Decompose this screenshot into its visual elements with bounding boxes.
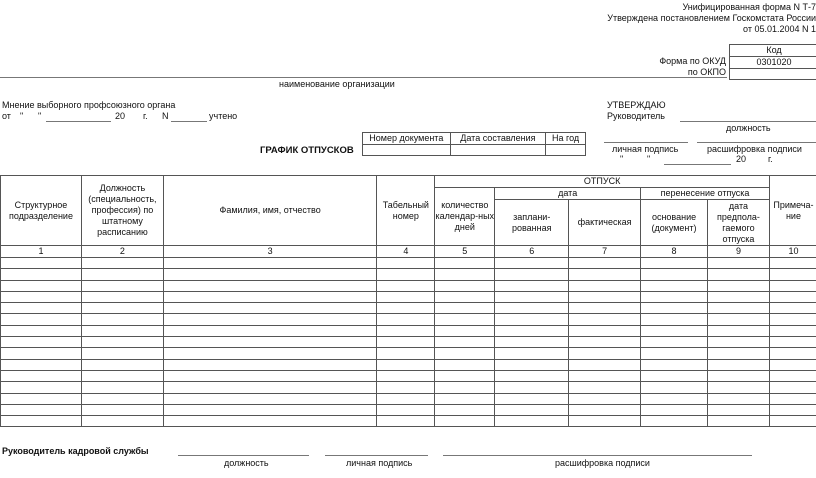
table-cell[interactable]: [641, 303, 708, 314]
table-cell[interactable]: [163, 348, 376, 359]
table-cell[interactable]: [495, 393, 569, 404]
table-cell[interactable]: [377, 416, 435, 427]
table-cell[interactable]: [495, 303, 569, 314]
table-cell[interactable]: [377, 291, 435, 302]
table-cell[interactable]: [708, 314, 770, 325]
table-cell[interactable]: [569, 370, 641, 381]
table-cell[interactable]: [495, 404, 569, 415]
table-cell[interactable]: [495, 325, 569, 336]
approve-signature-caption: личная подпись: [612, 144, 679, 154]
table-cell[interactable]: [708, 370, 770, 381]
document-title: ГРАФИК ОТПУСКОВ: [260, 145, 354, 156]
okud-label: Форма по ОКУД: [659, 56, 726, 66]
table-cell[interactable]: [569, 393, 641, 404]
union-number-field[interactable]: [171, 121, 207, 122]
table-cell[interactable]: [769, 325, 816, 336]
table-cell[interactable]: [81, 404, 163, 415]
table-cell[interactable]: [435, 258, 495, 269]
document-details-table: [362, 132, 586, 156]
table-cell[interactable]: [708, 303, 770, 314]
approve-signature-field[interactable]: [604, 142, 688, 143]
table-cell[interactable]: [163, 291, 376, 302]
table-cell[interactable]: [81, 280, 163, 291]
table-cell[interactable]: [81, 258, 163, 269]
table-cell[interactable]: [769, 291, 816, 302]
table-cell[interactable]: [1, 314, 82, 325]
table-cell[interactable]: [769, 303, 816, 314]
doc-date-cell[interactable]: [450, 145, 546, 156]
union-g: г.: [143, 111, 148, 121]
footer-decoding-field[interactable]: [443, 455, 752, 456]
approve-title: УТВЕРЖДАЮ: [607, 100, 666, 110]
header-planned: заплани-рованная: [495, 200, 569, 246]
table-cell[interactable]: [708, 291, 770, 302]
table-cell[interactable]: [569, 325, 641, 336]
table-cell[interactable]: [377, 359, 435, 370]
header-note: Примеча-ние: [769, 176, 816, 246]
table-cell[interactable]: [569, 269, 641, 280]
footer-position-caption: должность: [224, 458, 269, 468]
table-cell[interactable]: [435, 416, 495, 427]
table-cell[interactable]: [495, 359, 569, 370]
table-cell[interactable]: [569, 382, 641, 393]
column-number: 9: [708, 246, 770, 258]
table-cell[interactable]: [435, 269, 495, 280]
table-cell[interactable]: [163, 269, 376, 280]
table-row: [1, 370, 816, 381]
okpo-value[interactable]: [730, 69, 816, 80]
table-cell[interactable]: [377, 348, 435, 359]
table-cell[interactable]: [569, 404, 641, 415]
table-cell[interactable]: [1, 382, 82, 393]
table-row: [1, 359, 816, 370]
quote: ": [647, 154, 651, 164]
table-cell[interactable]: [163, 337, 376, 348]
table-cell[interactable]: [163, 314, 376, 325]
doc-number-cell[interactable]: [363, 145, 451, 156]
table-cell[interactable]: [435, 337, 495, 348]
table-cell[interactable]: [769, 314, 816, 325]
table-cell[interactable]: [641, 258, 708, 269]
okpo-label: по ОКПО: [687, 67, 726, 77]
table-cell[interactable]: [81, 314, 163, 325]
header-days: количество календар-ных дней: [435, 188, 495, 246]
doc-year-cell[interactable]: [546, 145, 586, 156]
table-cell[interactable]: [569, 416, 641, 427]
table-cell[interactable]: [435, 291, 495, 302]
table-cell[interactable]: [1, 393, 82, 404]
table-row: [1, 348, 816, 359]
table-cell[interactable]: [769, 359, 816, 370]
table-cell[interactable]: [641, 393, 708, 404]
table-cell[interactable]: [641, 404, 708, 415]
table-cell[interactable]: [708, 280, 770, 291]
table-row: [1, 291, 816, 302]
table-row: [1, 325, 816, 336]
approve-year: 20: [736, 154, 747, 164]
table-cell[interactable]: [641, 337, 708, 348]
table-cell[interactable]: [81, 370, 163, 381]
approve-decoding-caption: расшифровка подписи: [707, 144, 802, 154]
table-cell[interactable]: [435, 303, 495, 314]
code-label: Код: [730, 45, 816, 57]
table-cell[interactable]: [163, 359, 376, 370]
header-department: Структурное подразделение: [1, 176, 82, 246]
table-cell[interactable]: [435, 370, 495, 381]
codes-table: [729, 44, 816, 80]
table-cell[interactable]: [495, 416, 569, 427]
table-cell[interactable]: [377, 393, 435, 404]
union-year: 20: [115, 111, 126, 121]
table-cell[interactable]: [81, 337, 163, 348]
table-row: [1, 382, 816, 393]
table-cell[interactable]: [1, 269, 82, 280]
table-cell[interactable]: [708, 382, 770, 393]
table-cell[interactable]: [495, 258, 569, 269]
table-cell[interactable]: [641, 314, 708, 325]
header-position: Должность (специальность, профессия) по штатному расписанию: [81, 176, 163, 246]
table-cell[interactable]: [769, 348, 816, 359]
header-expected-date: дата предпола-гаемого отпуска: [708, 200, 770, 246]
footer-decoding-caption: расшифровка подписи: [555, 458, 650, 468]
table-cell[interactable]: [569, 258, 641, 269]
table-cell[interactable]: [708, 337, 770, 348]
vacation-schedule-table: [0, 175, 816, 427]
table-cell[interactable]: [708, 393, 770, 404]
table-row: [1, 393, 816, 404]
table-cell[interactable]: [1, 416, 82, 427]
table-cell[interactable]: [81, 393, 163, 404]
table-cell[interactable]: [1, 359, 82, 370]
table-cell[interactable]: [708, 325, 770, 336]
approval-date: от 05.01.2004 N 1: [743, 24, 816, 34]
table-cell[interactable]: [708, 258, 770, 269]
table-cell[interactable]: [377, 337, 435, 348]
table-cell[interactable]: [708, 416, 770, 427]
approve-head: Руководитель: [607, 111, 665, 121]
table-cell[interactable]: [708, 348, 770, 359]
header-personnel-number: Табельный номер: [377, 176, 435, 246]
table-row: [1, 280, 816, 291]
table-cell[interactable]: [163, 370, 376, 381]
table-cell[interactable]: [1, 325, 82, 336]
table-cell[interactable]: [163, 303, 376, 314]
table-cell[interactable]: [1, 337, 82, 348]
approval-note: Утверждена постановлением Госкомстата России: [607, 13, 816, 23]
table-cell[interactable]: [495, 280, 569, 291]
table-cell[interactable]: [708, 359, 770, 370]
table-cell[interactable]: [708, 404, 770, 415]
table-cell[interactable]: [163, 404, 376, 415]
table-row: [1, 314, 816, 325]
table-cell[interactable]: [641, 280, 708, 291]
table-cell[interactable]: [769, 393, 816, 404]
table-cell[interactable]: [641, 325, 708, 336]
table-cell[interactable]: [769, 382, 816, 393]
table-cell[interactable]: [81, 382, 163, 393]
table-cell[interactable]: [769, 269, 816, 280]
table-cell[interactable]: [163, 382, 376, 393]
doc-date-header: Дата составления: [450, 133, 546, 145]
table-cell[interactable]: [435, 382, 495, 393]
table-cell[interactable]: [377, 382, 435, 393]
table-cell[interactable]: [1, 280, 82, 291]
table-row: [1, 404, 816, 415]
table-row: [1, 258, 816, 269]
table-cell[interactable]: [1, 370, 82, 381]
table-cell[interactable]: [435, 393, 495, 404]
quote: ": [20, 111, 24, 121]
table-cell[interactable]: [769, 404, 816, 415]
table-cell[interactable]: [495, 370, 569, 381]
table-cell[interactable]: [377, 404, 435, 415]
table-cell[interactable]: [435, 280, 495, 291]
table-cell[interactable]: [569, 291, 641, 302]
table-cell[interactable]: [81, 416, 163, 427]
table-cell[interactable]: [163, 325, 376, 336]
table-cell[interactable]: [495, 314, 569, 325]
table-cell[interactable]: [769, 337, 816, 348]
table-cell[interactable]: [769, 280, 816, 291]
table-cell[interactable]: [377, 258, 435, 269]
union-date-field[interactable]: [46, 121, 111, 122]
table-cell[interactable]: [377, 303, 435, 314]
table-cell[interactable]: [435, 359, 495, 370]
table-cell[interactable]: [163, 416, 376, 427]
union-from: от: [2, 111, 11, 121]
doc-year-header: На год: [546, 133, 586, 145]
table-cell[interactable]: [81, 325, 163, 336]
table-cell[interactable]: [81, 359, 163, 370]
table-cell[interactable]: [81, 348, 163, 359]
okud-value[interactable]: 0301020: [730, 57, 816, 69]
footer-signature-field[interactable]: [325, 455, 428, 456]
organization-name-field[interactable]: [0, 77, 727, 78]
header-basis: основание (документ): [641, 200, 708, 246]
column-number: 3: [163, 246, 376, 258]
union-opinion-title: Мнение выборного профсоюзного органа: [2, 100, 176, 110]
table-cell[interactable]: [641, 359, 708, 370]
table-cell[interactable]: [641, 269, 708, 280]
table-cell[interactable]: [641, 382, 708, 393]
table-cell[interactable]: [708, 269, 770, 280]
table-cell[interactable]: [495, 291, 569, 302]
form-header: [416, 2, 816, 35]
table-cell[interactable]: [641, 291, 708, 302]
table-cell[interactable]: [163, 280, 376, 291]
table-cell[interactable]: [569, 348, 641, 359]
table-row: [1, 269, 816, 280]
table-cell[interactable]: [435, 404, 495, 415]
column-number: 5: [435, 246, 495, 258]
table-cell[interactable]: [495, 269, 569, 280]
table-cell[interactable]: [569, 280, 641, 291]
table-cell[interactable]: [377, 280, 435, 291]
header-full-name: Фамилия, имя, отчество: [163, 176, 376, 246]
table-cell[interactable]: [435, 325, 495, 336]
organization-caption: наименование организации: [279, 79, 395, 89]
table-cell[interactable]: [495, 337, 569, 348]
table-row: [1, 416, 816, 427]
table-cell[interactable]: [81, 291, 163, 302]
table-cell[interactable]: [1, 303, 82, 314]
table-cell[interactable]: [769, 370, 816, 381]
column-number: 8: [641, 246, 708, 258]
table-cell[interactable]: [641, 348, 708, 359]
table-row: [1, 337, 816, 348]
table-cell[interactable]: [377, 314, 435, 325]
table-cell[interactable]: [1, 291, 82, 302]
column-number: 4: [377, 246, 435, 258]
table-cell[interactable]: [1, 348, 82, 359]
header-date: дата: [495, 188, 641, 200]
table-cell[interactable]: [1, 258, 82, 269]
column-number: 7: [569, 246, 641, 258]
table-cell[interactable]: [1, 404, 82, 415]
header-vacation: ОТПУСК: [435, 176, 770, 188]
approve-date-field[interactable]: [664, 164, 731, 165]
table-cell[interactable]: [377, 370, 435, 381]
union-n: N: [162, 111, 169, 121]
table-cell[interactable]: [641, 416, 708, 427]
column-number: 6: [495, 246, 569, 258]
quote: ": [38, 111, 42, 121]
column-number: 2: [81, 246, 163, 258]
table-cell[interactable]: [81, 269, 163, 280]
column-number: 1: [1, 246, 82, 258]
table-cell[interactable]: [495, 348, 569, 359]
table-cell[interactable]: [163, 393, 376, 404]
approve-position-field[interactable]: [680, 121, 816, 122]
footer-title: Руководитель кадровой службы: [2, 446, 149, 456]
form-name: Унифицированная форма N Т-7: [682, 2, 816, 12]
table-cell[interactable]: [769, 416, 816, 427]
table-cell[interactable]: [769, 258, 816, 269]
table-cell[interactable]: [569, 303, 641, 314]
table-cell[interactable]: [435, 348, 495, 359]
table-cell[interactable]: [81, 303, 163, 314]
approve-g: г.: [768, 154, 773, 164]
footer-position-field[interactable]: [178, 455, 309, 456]
table-cell[interactable]: [641, 370, 708, 381]
table-cell[interactable]: [377, 325, 435, 336]
approve-decoding-field[interactable]: [697, 142, 816, 143]
header-transfer: перенесение отпуска: [641, 188, 770, 200]
table-cell[interactable]: [569, 337, 641, 348]
union-considered: учтено: [209, 111, 238, 121]
table-cell[interactable]: [163, 258, 376, 269]
header-actual: фактическая: [569, 200, 641, 246]
column-numbers-row: [1, 246, 816, 258]
table-cell[interactable]: [495, 382, 569, 393]
table-cell[interactable]: [569, 314, 641, 325]
table-cell[interactable]: [435, 314, 495, 325]
table-cell[interactable]: [569, 359, 641, 370]
table-row: [1, 303, 816, 314]
table-cell[interactable]: [377, 269, 435, 280]
column-number: 10: [769, 246, 816, 258]
approve-position-caption: должность: [726, 123, 771, 133]
footer-signature-caption: личная подпись: [346, 458, 413, 468]
quote: ": [620, 154, 624, 164]
doc-number-header: Номер документа: [363, 133, 451, 145]
